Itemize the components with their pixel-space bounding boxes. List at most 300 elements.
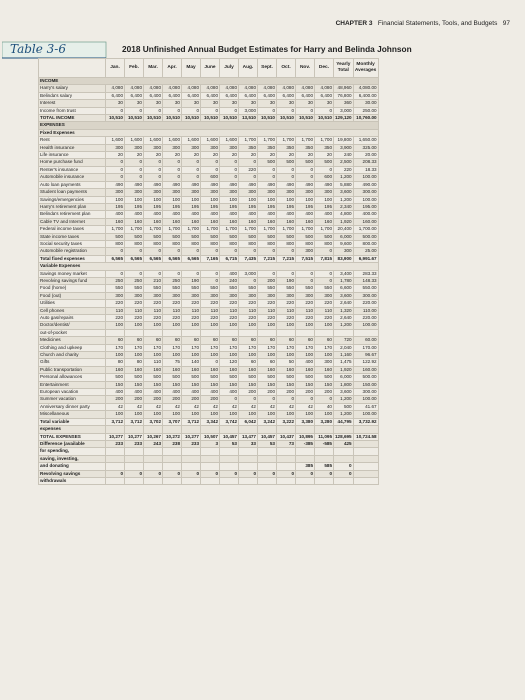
- value-cell: 0: [277, 470, 296, 477]
- table-row: [39, 337, 379, 344]
- table-row: [39, 344, 379, 351]
- value-cell: 1,700: [277, 137, 296, 144]
- value-cell: 160: [277, 366, 296, 373]
- value-cell: 10,510: [201, 115, 220, 122]
- table-row: [39, 396, 379, 403]
- row-label: Renter's insurance: [39, 166, 106, 173]
- value-cell: 500.00: [353, 374, 378, 381]
- value-cell: 0: [125, 270, 144, 277]
- value-cell: 10,510: [220, 115, 239, 122]
- value-cell: 220: [296, 315, 315, 322]
- value-cell: 550: [258, 285, 277, 292]
- value-cell: 100: [106, 411, 125, 418]
- value-cell: 20: [163, 152, 182, 159]
- value-cell: 0: [315, 166, 334, 173]
- value-cell: 3,600: [334, 189, 354, 196]
- column-header: Monthly Averages: [353, 59, 378, 78]
- value-cell: 220: [106, 300, 125, 307]
- value-cell: 10,457: [258, 433, 277, 440]
- value-cell: 0: [315, 270, 334, 277]
- value-cell: 220: [201, 300, 220, 307]
- value-cell: 42: [201, 403, 220, 410]
- value-cell: 100: [315, 322, 334, 329]
- value-cell: 0: [144, 270, 163, 277]
- value-cell: 500: [201, 374, 220, 381]
- value-cell: 500: [182, 374, 201, 381]
- value-cell: 300: [334, 248, 354, 255]
- value-cell: 100.00: [353, 322, 378, 329]
- value-cell: 150: [106, 381, 125, 388]
- value-cell: 10,510: [277, 115, 296, 122]
- value-cell: 220.00: [353, 300, 378, 307]
- value-cell: [201, 477, 220, 484]
- value-cell: 3,000: [334, 107, 354, 114]
- value-cell: 42: [106, 403, 125, 410]
- value-cell: 300: [315, 359, 334, 366]
- value-cell: 0: [220, 166, 239, 173]
- value-cell: 195: [220, 203, 239, 210]
- value-cell: 4,080: [220, 85, 239, 92]
- value-cell: 160: [296, 218, 315, 225]
- value-cell: 490: [182, 181, 201, 188]
- value-cell: 600: [201, 174, 220, 181]
- value-cell: 5,880: [334, 181, 354, 188]
- value-cell: 6,400: [125, 92, 144, 99]
- value-cell: 250: [163, 277, 182, 284]
- value-cell: 200: [258, 389, 277, 396]
- value-cell: 0: [239, 248, 258, 255]
- value-cell: [334, 448, 354, 455]
- table-row: [39, 85, 379, 92]
- table-row: [39, 240, 379, 247]
- value-cell: 42: [182, 403, 201, 410]
- value-cell: 325.00: [353, 144, 378, 151]
- value-cell: 385: [296, 463, 315, 470]
- value-cell: [277, 329, 296, 336]
- value-cell: 100: [163, 322, 182, 329]
- value-cell: 6,400: [144, 92, 163, 99]
- value-cell: [315, 426, 334, 433]
- row-label: Clothing and upkeep: [39, 344, 106, 351]
- value-cell: 160: [315, 366, 334, 373]
- value-cell: 30: [277, 100, 296, 107]
- value-cell: 220: [258, 315, 277, 322]
- value-cell: 30: [258, 100, 277, 107]
- table-row: [39, 285, 379, 292]
- table-row: [39, 115, 379, 122]
- table-row: [39, 255, 379, 262]
- value-cell: 243: [144, 440, 163, 447]
- page-number: 97: [502, 20, 510, 27]
- value-cell: 1,700: [106, 226, 125, 233]
- value-cell: 1,600: [201, 137, 220, 144]
- value-cell: 300: [239, 292, 258, 299]
- value-cell: 42: [220, 403, 239, 410]
- value-cell: 300: [296, 189, 315, 196]
- column-header: Nov.: [296, 59, 315, 78]
- value-cell: 1,700: [201, 226, 220, 233]
- value-cell: [220, 463, 239, 470]
- value-cell: 6,565: [125, 255, 144, 262]
- value-cell: 233: [106, 440, 125, 447]
- value-cell: 0: [163, 159, 182, 166]
- value-cell: [296, 448, 315, 455]
- value-cell: 42: [296, 403, 315, 410]
- value-cell: 100: [315, 411, 334, 418]
- value-cell: 160: [144, 366, 163, 373]
- value-cell: 6,400: [182, 92, 201, 99]
- value-cell: 100: [296, 322, 315, 329]
- value-cell: 42: [258, 403, 277, 410]
- table-row: [39, 189, 379, 196]
- value-cell: 500: [296, 233, 315, 240]
- row-label: Automobile registration: [39, 248, 106, 255]
- value-cell: 300: [201, 144, 220, 151]
- value-cell: 0: [163, 470, 182, 477]
- value-cell: [201, 329, 220, 336]
- row-label: Harry's retirement plan: [39, 203, 106, 210]
- row-label: and donating: [39, 463, 106, 470]
- value-cell: 800: [106, 240, 125, 247]
- value-cell: 220: [334, 166, 354, 173]
- value-cell: -585: [315, 440, 334, 447]
- value-cell: 1,700: [258, 137, 277, 144]
- value-cell: 110: [201, 307, 220, 314]
- value-cell: 500: [277, 233, 296, 240]
- table-row: [39, 107, 379, 114]
- value-cell: 300: [296, 248, 315, 255]
- value-cell: 300: [125, 189, 144, 196]
- column-header: June: [201, 59, 220, 78]
- value-cell: [315, 448, 334, 455]
- value-cell: 4,080: [144, 85, 163, 92]
- value-cell: 0: [144, 470, 163, 477]
- value-cell: 20: [125, 152, 144, 159]
- value-cell: 60: [239, 359, 258, 366]
- value-cell: 300.00: [353, 189, 378, 196]
- row-label: Life insurance: [39, 152, 106, 159]
- value-cell: 0: [163, 107, 182, 114]
- value-cell: 500: [315, 233, 334, 240]
- value-cell: 400: [258, 211, 277, 218]
- value-cell: [106, 455, 125, 462]
- value-cell: 0: [315, 248, 334, 255]
- value-cell: 500: [220, 374, 239, 381]
- column-header: Apr.: [163, 59, 182, 78]
- value-cell: 2,640: [334, 315, 354, 322]
- table-row: [39, 152, 379, 159]
- value-cell: [334, 477, 354, 484]
- value-cell: 3,712: [182, 418, 201, 425]
- value-cell: 6,400: [258, 92, 277, 99]
- value-cell: 3,600: [334, 292, 354, 299]
- table-row: [39, 211, 379, 218]
- value-cell: 150: [315, 381, 334, 388]
- value-cell: 13,477: [239, 433, 258, 440]
- value-cell: 220: [296, 300, 315, 307]
- value-cell: 4,080: [277, 85, 296, 92]
- column-header: May: [182, 59, 201, 78]
- value-cell: 195: [258, 203, 277, 210]
- value-cell: 7,215: [258, 255, 277, 262]
- value-cell: 0: [315, 107, 334, 114]
- value-cell: 160: [201, 218, 220, 225]
- table-row: [39, 411, 379, 418]
- value-cell: 0: [220, 248, 239, 255]
- value-cell: 160: [125, 218, 144, 225]
- value-cell: 300: [144, 189, 163, 196]
- value-cell: 220: [220, 315, 239, 322]
- value-cell: [258, 426, 277, 433]
- value-cell: 100: [277, 352, 296, 359]
- value-cell: 120: [220, 359, 239, 366]
- value-cell: 0: [296, 470, 315, 477]
- table-row: [39, 307, 379, 314]
- value-cell: 6,400.00: [353, 92, 378, 99]
- value-cell: 4,080: [125, 85, 144, 92]
- value-cell: 20: [144, 152, 163, 159]
- value-cell: 60: [239, 337, 258, 344]
- value-cell: 6,400: [201, 92, 220, 99]
- value-cell: 220: [201, 315, 220, 322]
- value-cell: 1,600: [125, 137, 144, 144]
- value-cell: 550: [315, 285, 334, 292]
- table-row: [39, 196, 379, 203]
- value-cell: 1,700: [239, 137, 258, 144]
- value-cell: 6,565: [182, 255, 201, 262]
- value-cell: 100: [296, 196, 315, 203]
- value-cell: 0: [277, 166, 296, 173]
- value-cell: 4,080: [182, 85, 201, 92]
- value-cell: 2,500: [334, 159, 354, 166]
- value-cell: 10,510: [182, 115, 201, 122]
- row-label: Anniversary dinner party: [39, 403, 106, 410]
- value-cell: 0: [296, 107, 315, 114]
- value-cell: 60: [125, 337, 144, 344]
- value-cell: 500: [239, 233, 258, 240]
- value-cell: 42: [239, 403, 258, 410]
- value-cell: 490: [201, 181, 220, 188]
- value-cell: 240: [334, 152, 354, 159]
- value-cell: 500: [258, 374, 277, 381]
- value-cell: 300: [106, 189, 125, 196]
- value-cell: 490: [277, 181, 296, 188]
- row-label: Interest: [39, 100, 106, 107]
- value-cell: 0: [163, 270, 182, 277]
- value-cell: 170.00: [353, 344, 378, 351]
- value-cell: 500: [334, 403, 354, 410]
- value-cell: 33: [239, 440, 258, 447]
- value-cell: 10,724.58: [353, 433, 378, 440]
- value-cell: 400: [125, 211, 144, 218]
- value-cell: [182, 477, 201, 484]
- value-cell: 122.92: [353, 359, 378, 366]
- value-cell: 1,700.00: [353, 226, 378, 233]
- row-label: Income from trust: [39, 107, 106, 114]
- value-cell: [106, 426, 125, 433]
- value-cell: 220: [182, 315, 201, 322]
- row-label: TOTAL INCOME: [39, 115, 106, 122]
- value-cell: 220: [239, 166, 258, 173]
- value-cell: 0: [125, 166, 144, 173]
- value-cell: 490: [125, 181, 144, 188]
- value-cell: -385: [296, 440, 315, 447]
- value-cell: 7,815: [315, 255, 334, 262]
- value-cell: 10,507: [201, 433, 220, 440]
- running-header: [0, 20, 510, 32]
- value-cell: 1,700: [125, 226, 144, 233]
- value-cell: 100: [182, 411, 201, 418]
- value-cell: 0: [239, 470, 258, 477]
- value-cell: [106, 329, 125, 336]
- row-label: for spending,: [39, 448, 106, 455]
- value-cell: 300: [106, 292, 125, 299]
- value-cell: 3,000: [239, 107, 258, 114]
- value-cell: 0: [220, 174, 239, 181]
- value-cell: 6,600: [334, 285, 354, 292]
- value-cell: [258, 463, 277, 470]
- value-cell: 400: [220, 270, 239, 277]
- value-cell: 1,200: [334, 196, 354, 203]
- value-cell: 110: [258, 307, 277, 314]
- value-cell: [125, 448, 144, 455]
- value-cell: 50: [277, 359, 296, 366]
- value-cell: [353, 426, 378, 433]
- value-cell: 500: [315, 159, 334, 166]
- value-cell: 1,700: [182, 226, 201, 233]
- value-cell: 250: [125, 277, 144, 284]
- value-cell: 0: [144, 166, 163, 173]
- value-cell: 100: [315, 352, 334, 359]
- value-cell: 0: [277, 248, 296, 255]
- row-label: Utilities: [39, 300, 106, 307]
- value-cell: 160: [220, 218, 239, 225]
- budget-table: [38, 58, 379, 485]
- row-label: Savings/emergencies: [39, 196, 106, 203]
- value-cell: 195: [239, 203, 258, 210]
- value-cell: 195: [201, 203, 220, 210]
- value-cell: 600: [315, 174, 334, 181]
- table-row: [39, 426, 379, 433]
- value-cell: [201, 448, 220, 455]
- value-cell: 170: [163, 344, 182, 351]
- value-cell: 195: [144, 203, 163, 210]
- value-cell: 1,700: [144, 226, 163, 233]
- table-row: [39, 226, 379, 233]
- value-cell: [258, 448, 277, 455]
- value-cell: 3,702: [144, 418, 163, 425]
- row-label: Savings money market: [39, 270, 106, 277]
- table-row: [39, 433, 379, 440]
- table-row: [39, 477, 379, 484]
- value-cell: 0: [125, 470, 144, 477]
- table-row: [39, 322, 379, 329]
- value-cell: 1,160: [334, 352, 354, 359]
- row-label: Entertainment: [39, 381, 106, 388]
- value-cell: 400: [182, 211, 201, 218]
- value-cell: 200: [106, 396, 125, 403]
- value-cell: 100: [201, 196, 220, 203]
- value-cell: 195: [277, 203, 296, 210]
- value-cell: 0: [182, 470, 201, 477]
- value-cell: 6,715: [220, 255, 239, 262]
- value-cell: [220, 426, 239, 433]
- value-cell: 100: [182, 322, 201, 329]
- column-header: Mar.: [144, 59, 163, 78]
- value-cell: 7,215: [277, 255, 296, 262]
- value-cell: 160: [201, 366, 220, 373]
- value-cell: 490.00: [353, 181, 378, 188]
- value-cell: 490: [106, 181, 125, 188]
- value-cell: 60: [144, 337, 163, 344]
- value-cell: 10,457: [220, 433, 239, 440]
- value-cell: 6,000: [334, 374, 354, 381]
- value-cell: 4,080: [258, 85, 277, 92]
- value-cell: 1,700: [296, 137, 315, 144]
- row-label: Belinda's salary: [39, 92, 106, 99]
- value-cell: 1,700: [220, 226, 239, 233]
- value-cell: 110: [106, 307, 125, 314]
- value-cell: 20,400: [334, 226, 354, 233]
- value-cell: 500: [182, 233, 201, 240]
- table-row: [39, 359, 379, 366]
- value-cell: 6,400: [106, 92, 125, 99]
- value-cell: [277, 455, 296, 462]
- value-cell: 110: [163, 307, 182, 314]
- value-cell: 1,200: [334, 396, 354, 403]
- value-cell: 220: [125, 315, 144, 322]
- value-cell: 100: [106, 196, 125, 203]
- value-cell: 110: [315, 307, 334, 314]
- value-cell: 0: [144, 107, 163, 114]
- value-cell: 800: [163, 240, 182, 247]
- value-cell: 800.00: [353, 240, 378, 247]
- value-cell: [201, 455, 220, 462]
- value-cell: 0: [182, 166, 201, 173]
- value-cell: 6,400: [296, 92, 315, 99]
- value-cell: 0: [201, 270, 220, 277]
- value-cell: 0: [220, 159, 239, 166]
- value-cell: [144, 329, 163, 336]
- value-cell: 490: [144, 181, 163, 188]
- value-cell: 1,800: [334, 381, 354, 388]
- table-row: [39, 159, 379, 166]
- value-cell: 100: [201, 411, 220, 418]
- value-cell: 3,400: [334, 270, 354, 277]
- column-header: Yearly Total: [334, 59, 354, 78]
- value-cell: 60: [277, 337, 296, 344]
- value-cell: 100: [163, 411, 182, 418]
- value-cell: 200: [277, 389, 296, 396]
- row-label: Social security taxes: [39, 240, 106, 247]
- value-cell: 2,340: [334, 203, 354, 210]
- value-cell: 100: [239, 196, 258, 203]
- value-cell: 3,600: [334, 389, 354, 396]
- value-cell: 800: [315, 240, 334, 247]
- value-cell: 220: [144, 300, 163, 307]
- value-cell: 30: [296, 100, 315, 107]
- row-label: TOTAL EXPENSES: [39, 433, 106, 440]
- value-cell: 500: [239, 374, 258, 381]
- value-cell: 150: [125, 381, 144, 388]
- row-label: Federal income taxes: [39, 226, 106, 233]
- value-cell: 300: [144, 144, 163, 151]
- column-header: Dec.: [315, 59, 334, 78]
- value-cell: 6,565: [163, 255, 182, 262]
- value-cell: 100: [125, 196, 144, 203]
- value-cell: [239, 477, 258, 484]
- value-cell: [220, 477, 239, 484]
